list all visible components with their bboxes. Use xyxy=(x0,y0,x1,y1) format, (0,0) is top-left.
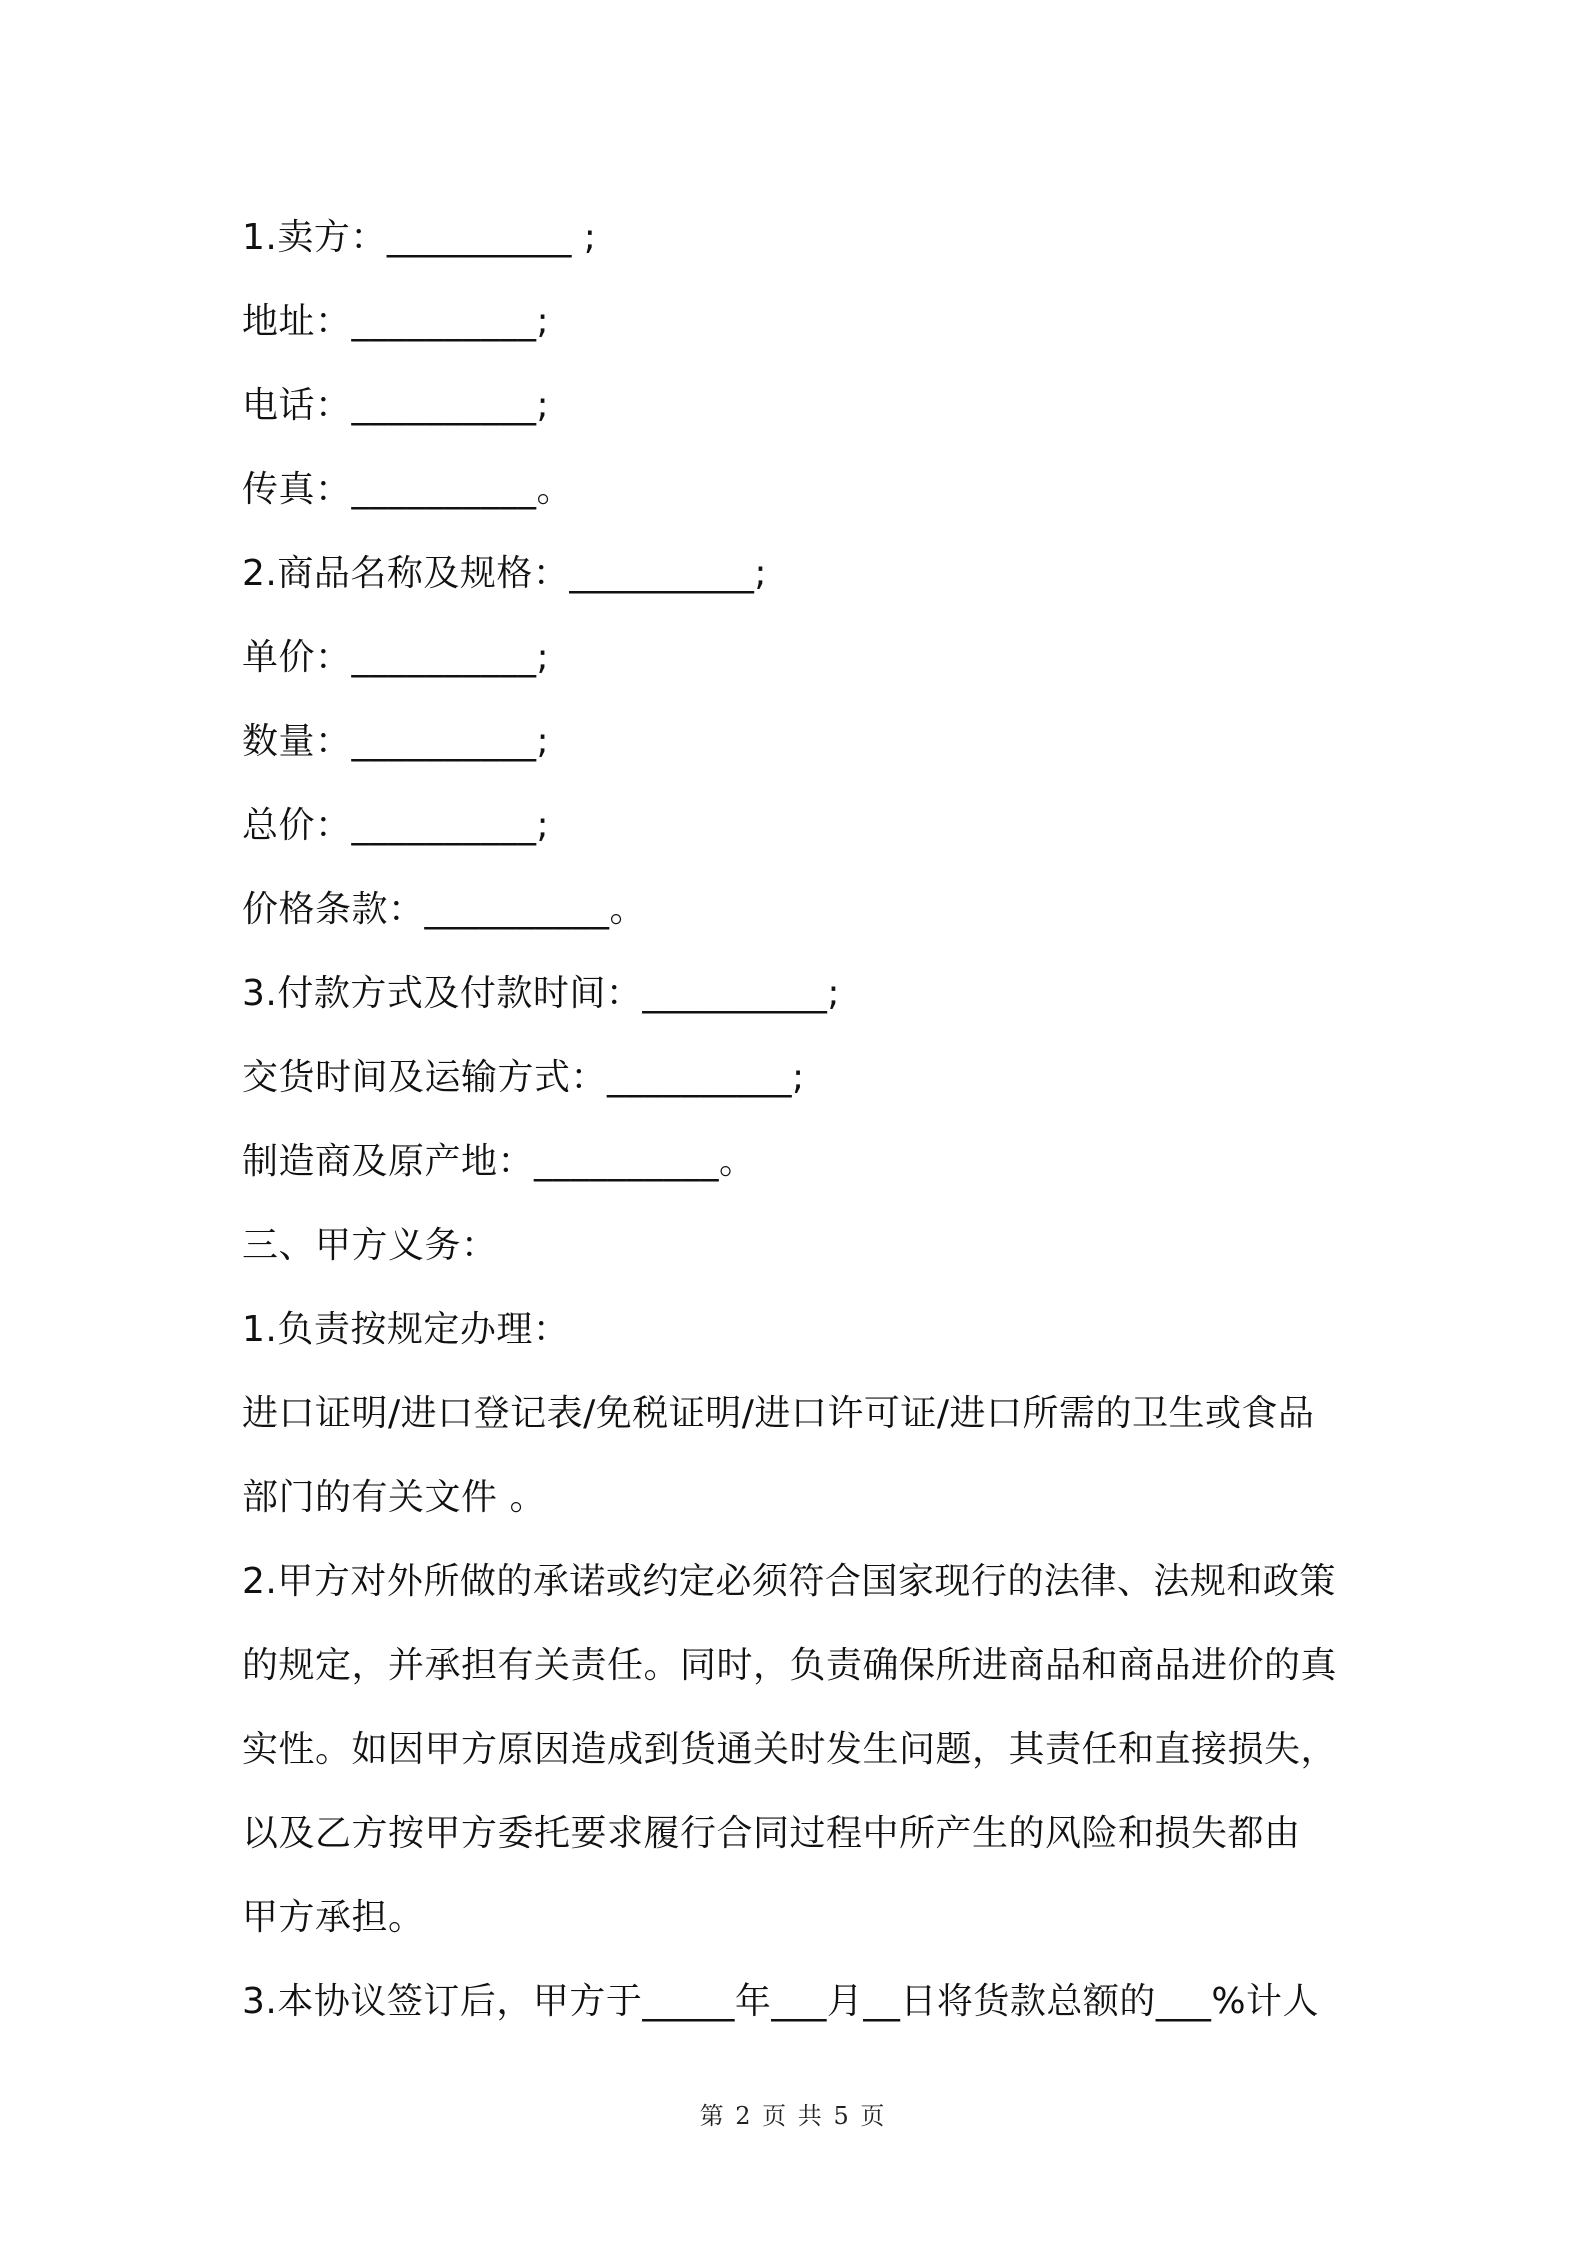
document-body xyxy=(242,196,1362,2044)
product-name-line: 2.商品名称及规格：__________; xyxy=(242,553,767,594)
paragraph-line: 以及乙方按甲方委托要求履行合同过程中所产生的风险和损失都由 xyxy=(242,1813,1301,1854)
paragraph-line: 甲方承担。 xyxy=(242,1897,425,1938)
seller-line: 1.卖方：__________ ; xyxy=(242,217,597,258)
manufacturer-line: 制造商及原产地：__________。 xyxy=(242,1141,756,1182)
paragraph-line: 实性。如因甲方原因造成到货通关时发生问题，其责任和直接损失， xyxy=(242,1729,1338,1770)
obligation-1-heading: 1.负责按规定办理： xyxy=(242,1309,570,1350)
paragraph-line: 3.本协议签订后，甲方于_____年___月__日将货款总额的___%计人 xyxy=(242,1981,1320,2022)
unit-price-line: 单价：__________; xyxy=(242,637,550,678)
paragraph-line: 进口证明/进口登记表/免税证明/进口许可证/进口所需的卫生或食品 xyxy=(242,1393,1315,1434)
total-price-line: 总价：__________; xyxy=(242,805,550,846)
paragraph-line: 部门的有关文件 。 xyxy=(242,1477,546,1518)
delivery-line: 交货时间及运输方式：__________; xyxy=(242,1057,805,1098)
page-number-footer: 第 2 页 共 5 页 xyxy=(699,2102,887,2130)
paragraph-line: 的规定，并承担有关责任。同时，负责确保所进商品和商品进价的真 xyxy=(242,1645,1338,1686)
address-line: 地址：__________; xyxy=(242,301,550,342)
phone-line: 电话：__________; xyxy=(242,385,550,426)
fax-line: 传真：__________。 xyxy=(242,469,574,510)
price-terms-line: 价格条款：__________。 xyxy=(242,889,647,930)
quantity-line: 数量：__________; xyxy=(242,721,550,762)
paragraph-line: 2.甲方对外所做的承诺或约定必须符合国家现行的法律、法规和政策 xyxy=(242,1561,1336,1602)
section-heading: 三、甲方义务： xyxy=(242,1225,498,1266)
payment-line: 3.付款方式及付款时间：__________; xyxy=(242,973,840,1014)
